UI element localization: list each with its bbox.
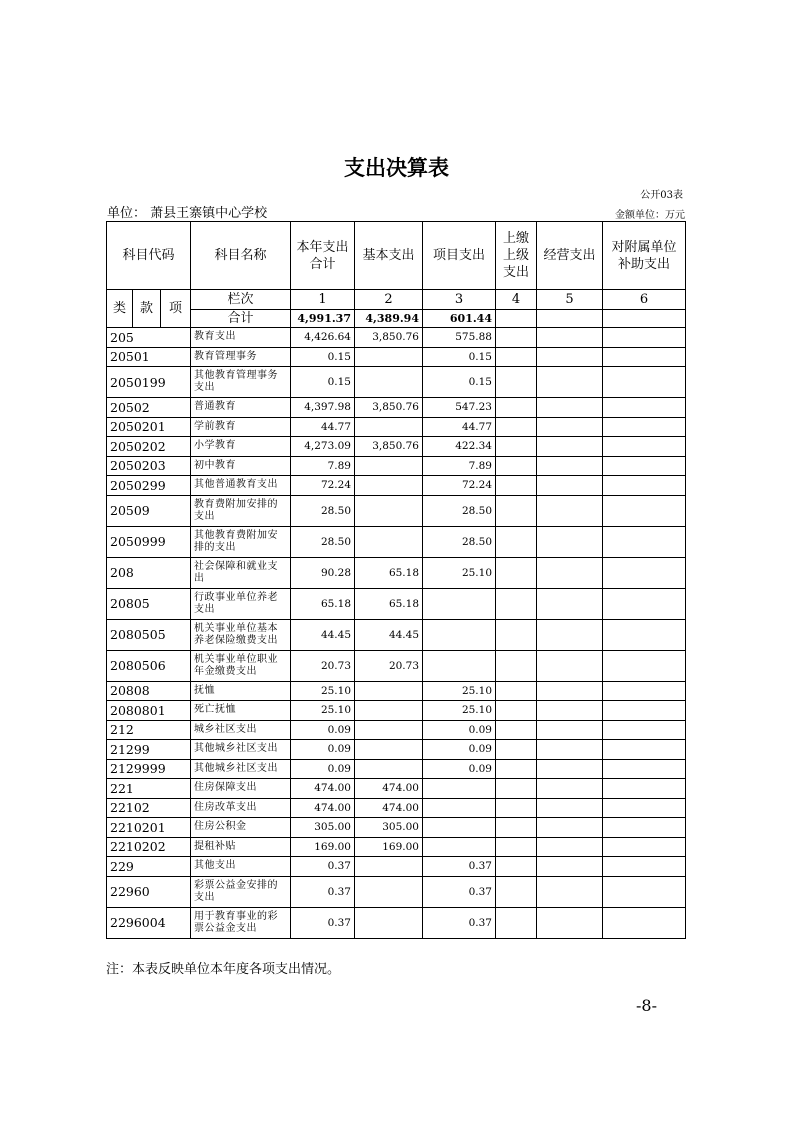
row-name: 机关事业单位基本养老保险缴费支出 (191, 619, 291, 650)
row-total: 25.10 (291, 701, 355, 721)
col-num-5: 5 (537, 290, 603, 310)
row-project: 575.88 (423, 328, 496, 348)
row-subsidy (603, 650, 686, 681)
row-remit (496, 798, 537, 818)
table-row (107, 347, 686, 367)
row-subsidy (603, 588, 686, 619)
row-basic (355, 476, 423, 496)
row-basic (355, 417, 423, 437)
row-name: 用于教育事业的彩票公益金支出 (191, 907, 291, 938)
row-code: 20502 (107, 398, 191, 418)
row-project: 0.37 (423, 907, 496, 938)
row-business (537, 456, 603, 476)
row-total: 90.28 (291, 557, 355, 588)
unit-label: 单位： (107, 206, 147, 221)
sum-total: 4,991.37 (291, 310, 355, 328)
row-basic: 65.18 (355, 557, 423, 588)
col-label: 栏次 (191, 290, 291, 310)
row-subsidy (603, 367, 686, 398)
row-subsidy (603, 398, 686, 418)
row-project: 28.50 (423, 526, 496, 557)
row-code: 221 (107, 779, 191, 799)
table-row (107, 495, 686, 526)
row-basic (355, 456, 423, 476)
row-basic: 20.73 (355, 650, 423, 681)
sum-basic: 4,389.94 (355, 310, 423, 328)
row-name: 教育费附加安排的支出 (191, 495, 291, 526)
row-remit (496, 837, 537, 857)
row-subsidy (603, 619, 686, 650)
row-subsidy (603, 740, 686, 760)
row-remit (496, 876, 537, 907)
row-business (537, 798, 603, 818)
row-project: 44.77 (423, 417, 496, 437)
table-row (107, 588, 686, 619)
row-total: 0.15 (291, 347, 355, 367)
row-subsidy (603, 456, 686, 476)
row-project: 0.09 (423, 740, 496, 760)
row-total: 28.50 (291, 526, 355, 557)
row-remit (496, 681, 537, 701)
row-basic: 169.00 (355, 837, 423, 857)
row-code: 2080506 (107, 650, 191, 681)
header-xiang: 项 (161, 290, 191, 328)
row-name: 其他城乡社区支出 (191, 759, 291, 779)
row-code: 20501 (107, 347, 191, 367)
row-total: 4,397.98 (291, 398, 355, 418)
sum-project: 601.44 (423, 310, 496, 328)
table-row (107, 876, 686, 907)
row-code: 2210201 (107, 818, 191, 838)
row-code: 229 (107, 857, 191, 877)
row-code: 2080801 (107, 701, 191, 721)
row-basic: 65.18 (355, 588, 423, 619)
header-kuan: 款 (133, 290, 161, 328)
row-remit (496, 526, 537, 557)
row-code: 2050299 (107, 476, 191, 496)
row-code: 2050199 (107, 367, 191, 398)
row-project: 547.23 (423, 398, 496, 418)
row-name: 其他普通教育支出 (191, 476, 291, 496)
row-total: 305.00 (291, 818, 355, 838)
row-name: 住房改革支出 (191, 798, 291, 818)
row-business (537, 437, 603, 457)
row-remit (496, 720, 537, 740)
row-code: 20808 (107, 681, 191, 701)
row-basic: 44.45 (355, 619, 423, 650)
row-total: 474.00 (291, 798, 355, 818)
table-row (107, 837, 686, 857)
row-name: 社会保障和就业支出 (191, 557, 291, 588)
col-num-1: 1 (291, 290, 355, 310)
row-project: 0.09 (423, 759, 496, 779)
row-basic (355, 347, 423, 367)
row-code: 21299 (107, 740, 191, 760)
row-business (537, 398, 603, 418)
row-business (537, 818, 603, 838)
row-name: 教育管理事务 (191, 347, 291, 367)
row-remit (496, 701, 537, 721)
row-total: 0.09 (291, 740, 355, 760)
row-name: 提租补贴 (191, 837, 291, 857)
row-business (537, 720, 603, 740)
row-remit (496, 367, 537, 398)
table-row (107, 681, 686, 701)
row-basic: 3,850.76 (355, 437, 423, 457)
row-name: 城乡社区支出 (191, 720, 291, 740)
table-row (107, 367, 686, 398)
header-subsidy: 对附属单位补助支出 (603, 222, 686, 290)
expenditure-table (106, 221, 686, 939)
table-row (107, 907, 686, 938)
row-remit (496, 557, 537, 588)
row-subsidy (603, 681, 686, 701)
page-title: 支出决算表 (344, 156, 449, 180)
row-basic: 3,850.76 (355, 328, 423, 348)
row-name: 住房公积金 (191, 818, 291, 838)
row-project (423, 818, 496, 838)
row-name: 其他教育管理事务支出 (191, 367, 291, 398)
table-row (107, 328, 686, 348)
row-name: 其他教育费附加安排的支出 (191, 526, 291, 557)
row-name: 其他支出 (191, 857, 291, 877)
row-code: 22960 (107, 876, 191, 907)
row-code: 2050999 (107, 526, 191, 557)
col-num-2: 2 (355, 290, 423, 310)
row-business (537, 857, 603, 877)
row-subsidy (603, 907, 686, 938)
table-row (107, 557, 686, 588)
row-name: 抚恤 (191, 681, 291, 701)
table-row (107, 701, 686, 721)
unit-line (107, 202, 267, 221)
row-name: 学前教育 (191, 417, 291, 437)
header-total: 本年支出合计 (291, 222, 355, 290)
row-business (537, 588, 603, 619)
sum-subsidy (603, 310, 686, 328)
row-remit (496, 740, 537, 760)
row-name: 其他城乡社区支出 (191, 740, 291, 760)
row-total: 4,273.09 (291, 437, 355, 457)
row-business (537, 476, 603, 496)
header-lei: 类 (107, 290, 133, 328)
table-note: 注：本表反映单位本年度各项支出情况。 (106, 962, 341, 977)
sum-label: 合计 (191, 310, 291, 328)
table-row (107, 759, 686, 779)
row-project: 25.10 (423, 701, 496, 721)
page-number: -8- (636, 996, 657, 1015)
row-subsidy (603, 837, 686, 857)
row-business (537, 650, 603, 681)
row-subsidy (603, 347, 686, 367)
row-basic (355, 367, 423, 398)
row-name: 行政事业单位养老支出 (191, 588, 291, 619)
header-remit: 上缴上级支出 (496, 222, 537, 290)
row-business (537, 495, 603, 526)
row-name: 教育支出 (191, 328, 291, 348)
row-total: 169.00 (291, 837, 355, 857)
col-num-6: 6 (603, 290, 686, 310)
row-subsidy (603, 779, 686, 799)
row-basic (355, 740, 423, 760)
row-project: 0.37 (423, 876, 496, 907)
row-basic (355, 907, 423, 938)
row-code: 208 (107, 557, 191, 588)
table-row (107, 619, 686, 650)
row-project (423, 837, 496, 857)
row-subsidy (603, 495, 686, 526)
row-remit (496, 417, 537, 437)
row-name: 小学教育 (191, 437, 291, 457)
row-project: 0.15 (423, 347, 496, 367)
row-business (537, 681, 603, 701)
row-total: 0.09 (291, 759, 355, 779)
row-business (537, 876, 603, 907)
row-business (537, 740, 603, 760)
row-basic (355, 759, 423, 779)
row-business (537, 347, 603, 367)
table-row (107, 779, 686, 799)
col-num-4: 4 (496, 290, 537, 310)
header-basic: 基本支出 (355, 222, 423, 290)
row-business (537, 907, 603, 938)
row-subsidy (603, 557, 686, 588)
row-project: 0.37 (423, 857, 496, 877)
header-name: 科目名称 (191, 222, 291, 290)
form-number: 公开03表 (640, 190, 683, 201)
table-row (107, 857, 686, 877)
row-project: 422.34 (423, 437, 496, 457)
row-total: 72.24 (291, 476, 355, 496)
row-remit (496, 328, 537, 348)
header-project: 项目支出 (423, 222, 496, 290)
row-basic: 474.00 (355, 798, 423, 818)
row-basic (355, 495, 423, 526)
header-business: 经营支出 (537, 222, 603, 290)
row-subsidy (603, 476, 686, 496)
row-total: 25.10 (291, 681, 355, 701)
row-remit (496, 759, 537, 779)
table-row (107, 818, 686, 838)
row-remit (496, 779, 537, 799)
row-code: 2129999 (107, 759, 191, 779)
row-code: 212 (107, 720, 191, 740)
row-subsidy (603, 437, 686, 457)
row-project: 7.89 (423, 456, 496, 476)
table-row (107, 798, 686, 818)
row-total: 20.73 (291, 650, 355, 681)
row-name: 住房保障支出 (191, 779, 291, 799)
row-basic (355, 681, 423, 701)
row-business (537, 526, 603, 557)
row-basic: 3,850.76 (355, 398, 423, 418)
amount-unit: 金额单位：万元 (615, 210, 685, 221)
row-total: 0.37 (291, 907, 355, 938)
row-code: 2210202 (107, 837, 191, 857)
row-project: 0.15 (423, 367, 496, 398)
col-num-3: 3 (423, 290, 496, 310)
row-code: 20805 (107, 588, 191, 619)
row-total: 4,426.64 (291, 328, 355, 348)
row-business (537, 619, 603, 650)
row-project: 72.24 (423, 476, 496, 496)
row-project: 28.50 (423, 495, 496, 526)
row-basic (355, 720, 423, 740)
row-subsidy (603, 701, 686, 721)
row-total: 474.00 (291, 779, 355, 799)
row-business (537, 837, 603, 857)
row-code: 2050201 (107, 417, 191, 437)
row-project: 25.10 (423, 681, 496, 701)
row-remit (496, 818, 537, 838)
row-remit (496, 619, 537, 650)
sum-remit (496, 310, 537, 328)
row-total: 28.50 (291, 495, 355, 526)
row-business (537, 367, 603, 398)
row-total: 65.18 (291, 588, 355, 619)
row-total: 7.89 (291, 456, 355, 476)
row-subsidy (603, 417, 686, 437)
row-project (423, 619, 496, 650)
table-row (107, 526, 686, 557)
row-remit (496, 347, 537, 367)
row-subsidy (603, 720, 686, 740)
row-remit (496, 398, 537, 418)
row-name: 死亡抚恤 (191, 701, 291, 721)
row-business (537, 701, 603, 721)
row-remit (496, 857, 537, 877)
row-basic (355, 526, 423, 557)
row-remit (496, 650, 537, 681)
row-basic: 305.00 (355, 818, 423, 838)
row-name: 机关事业单位职业年金缴费支出 (191, 650, 291, 681)
row-total: 0.37 (291, 876, 355, 907)
table-row (107, 740, 686, 760)
row-remit (496, 495, 537, 526)
row-total: 0.37 (291, 857, 355, 877)
row-remit (496, 456, 537, 476)
row-business (537, 759, 603, 779)
row-basic (355, 876, 423, 907)
row-project (423, 650, 496, 681)
row-project (423, 798, 496, 818)
row-code: 205 (107, 328, 191, 348)
row-project (423, 588, 496, 619)
row-name: 普通教育 (191, 398, 291, 418)
row-basic (355, 857, 423, 877)
row-total: 0.09 (291, 720, 355, 740)
row-code: 2296004 (107, 907, 191, 938)
header-code: 科目代码 (107, 222, 191, 290)
row-subsidy (603, 759, 686, 779)
unit-name: 萧县王寨镇中心学校 (150, 206, 268, 221)
table-row (107, 650, 686, 681)
row-business (537, 557, 603, 588)
row-name: 彩票公益金安排的支出 (191, 876, 291, 907)
row-code: 22102 (107, 798, 191, 818)
table-row (107, 398, 686, 418)
row-total: 44.45 (291, 619, 355, 650)
row-subsidy (603, 857, 686, 877)
row-business (537, 779, 603, 799)
row-subsidy (603, 876, 686, 907)
row-name: 初中教育 (191, 456, 291, 476)
row-basic (355, 701, 423, 721)
row-remit (496, 907, 537, 938)
row-basic: 474.00 (355, 779, 423, 799)
row-subsidy (603, 798, 686, 818)
row-code: 2080505 (107, 619, 191, 650)
row-code: 20509 (107, 495, 191, 526)
row-total: 44.77 (291, 417, 355, 437)
table-row (107, 417, 686, 437)
row-remit (496, 588, 537, 619)
row-remit (496, 476, 537, 496)
row-remit (496, 437, 537, 457)
row-business (537, 328, 603, 348)
row-project: 0.09 (423, 720, 496, 740)
table-row (107, 437, 686, 457)
row-project (423, 779, 496, 799)
sum-business (537, 310, 603, 328)
row-subsidy (603, 818, 686, 838)
row-project: 25.10 (423, 557, 496, 588)
table-row (107, 720, 686, 740)
row-total: 0.15 (291, 367, 355, 398)
row-code: 2050203 (107, 456, 191, 476)
table-row (107, 456, 686, 476)
row-subsidy (603, 328, 686, 348)
row-business (537, 417, 603, 437)
table-row (107, 476, 686, 496)
row-subsidy (603, 526, 686, 557)
row-code: 2050202 (107, 437, 191, 457)
